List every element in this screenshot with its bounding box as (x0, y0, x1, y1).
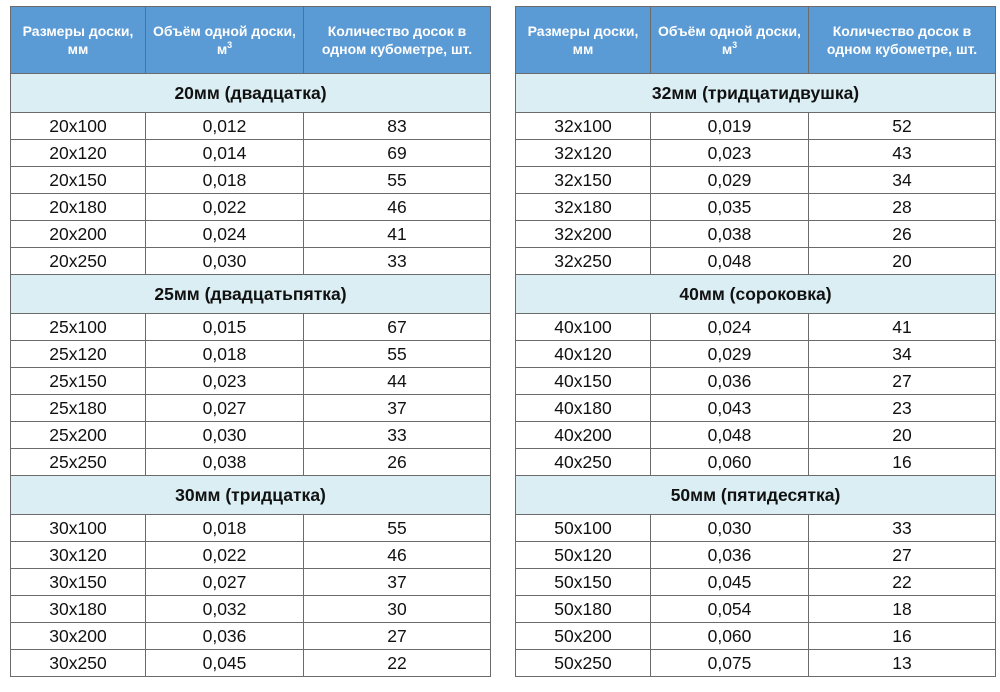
table-row (516, 368, 996, 395)
table-row (516, 167, 996, 194)
cell-volume: 0,043 (651, 395, 809, 422)
cell-size: 40х100 (516, 314, 651, 341)
cell-volume: 0,024 (146, 221, 304, 248)
cell-volume: 0,027 (146, 395, 304, 422)
cell-count: 33 (809, 515, 996, 542)
table-row (516, 650, 996, 677)
table-row (11, 194, 491, 221)
header-size: Размеры доски, мм (516, 7, 651, 74)
table-row (11, 113, 491, 140)
cell-volume: 0,045 (651, 569, 809, 596)
cell-count: 16 (809, 623, 996, 650)
section-title: 30мм (тридцатка) (11, 476, 491, 515)
table-row (11, 248, 491, 275)
cell-count: 52 (809, 113, 996, 140)
cell-volume: 0,029 (651, 167, 809, 194)
table-row (516, 449, 996, 476)
section-header-row (516, 74, 996, 113)
table-row (516, 140, 996, 167)
section-header-row (11, 275, 491, 314)
cell-size: 50х250 (516, 650, 651, 677)
table-row (516, 422, 996, 449)
table-row (516, 596, 996, 623)
header-count: Количество досок в одном кубометре, шт. (304, 7, 491, 74)
section-title: 25мм (двадцатьпятка) (11, 275, 491, 314)
cell-count: 33 (304, 422, 491, 449)
cell-volume: 0,045 (146, 650, 304, 677)
cell-count: 13 (809, 650, 996, 677)
cell-size: 20х150 (11, 167, 146, 194)
cell-count: 27 (304, 623, 491, 650)
cell-count: 28 (809, 194, 996, 221)
cell-volume: 0,030 (146, 248, 304, 275)
cell-count: 67 (304, 314, 491, 341)
cell-count: 41 (809, 314, 996, 341)
table-row (516, 395, 996, 422)
cell-volume: 0,022 (146, 542, 304, 569)
section-header-row (11, 74, 491, 113)
cell-size: 32х150 (516, 167, 651, 194)
cell-volume: 0,018 (146, 167, 304, 194)
cell-volume: 0,075 (651, 650, 809, 677)
cell-size: 32х120 (516, 140, 651, 167)
header-volume: Объём одной доски, $м^3$ (146, 7, 304, 74)
cell-size: 25х250 (11, 449, 146, 476)
header-row (11, 7, 491, 74)
cell-count: 37 (304, 395, 491, 422)
cell-count: 20 (809, 248, 996, 275)
cell-size: 20х250 (11, 248, 146, 275)
cell-count: 18 (809, 596, 996, 623)
table-row (516, 248, 996, 275)
cell-size: 20х120 (11, 140, 146, 167)
table-row (11, 395, 491, 422)
cell-count: 55 (304, 515, 491, 542)
table-row (516, 113, 996, 140)
table-row (516, 515, 996, 542)
cell-count: 22 (304, 650, 491, 677)
cell-size: 30х200 (11, 623, 146, 650)
cell-count: 69 (304, 140, 491, 167)
cell-volume: 0,022 (146, 194, 304, 221)
cell-count: 43 (809, 140, 996, 167)
cell-count: 27 (809, 368, 996, 395)
header-row (516, 7, 996, 74)
cell-volume: 0,015 (146, 314, 304, 341)
cell-size: 50х100 (516, 515, 651, 542)
right-table-body (516, 74, 996, 677)
table-row (516, 194, 996, 221)
cell-size: 40х120 (516, 341, 651, 368)
cell-volume: 0,029 (651, 341, 809, 368)
table-row (11, 167, 491, 194)
cell-count: 37 (304, 569, 491, 596)
cell-size: 25х100 (11, 314, 146, 341)
cell-size: 40х200 (516, 422, 651, 449)
cell-size: 50х200 (516, 623, 651, 650)
cell-volume: 0,036 (651, 542, 809, 569)
section-title: 40мм (сороковка) (516, 275, 996, 314)
cell-size: 25х200 (11, 422, 146, 449)
cell-volume: 0,023 (146, 368, 304, 395)
cell-volume: 0,035 (651, 194, 809, 221)
right-lumber-table (515, 6, 996, 677)
cell-size: 25х150 (11, 368, 146, 395)
cell-count: 55 (304, 167, 491, 194)
section-header-row (11, 476, 491, 515)
header-volume: Объём одной доски, $м^3$ (651, 7, 809, 74)
cell-volume: 0,048 (651, 248, 809, 275)
cell-count: 44 (304, 368, 491, 395)
table-row (516, 542, 996, 569)
section-title: 50мм (пятидесятка) (516, 476, 996, 515)
cell-volume: 0,024 (651, 314, 809, 341)
table-row (11, 623, 491, 650)
cell-volume: 0,018 (146, 515, 304, 542)
cell-size: 30х120 (11, 542, 146, 569)
left-table-body (11, 74, 491, 677)
table-row (11, 650, 491, 677)
cell-volume: 0,048 (651, 422, 809, 449)
cell-size: 40х180 (516, 395, 651, 422)
cell-size: 30х250 (11, 650, 146, 677)
table-row (11, 449, 491, 476)
cell-volume: 0,027 (146, 569, 304, 596)
cell-count: 41 (304, 221, 491, 248)
table-row (516, 569, 996, 596)
left-lumber-table (10, 6, 491, 677)
cell-count: 83 (304, 113, 491, 140)
table-row (11, 596, 491, 623)
cell-size: 25х120 (11, 341, 146, 368)
cell-size: 30х100 (11, 515, 146, 542)
cell-count: 46 (304, 542, 491, 569)
section-title: 32мм (тридцатидвушка) (516, 74, 996, 113)
table-row (11, 569, 491, 596)
cell-count: 34 (809, 341, 996, 368)
table-row (516, 314, 996, 341)
table-row (11, 542, 491, 569)
cell-size: 50х150 (516, 569, 651, 596)
cell-count: 30 (304, 596, 491, 623)
cell-size: 20х100 (11, 113, 146, 140)
header-size: Размеры доски, мм (11, 7, 146, 74)
cell-count: 26 (304, 449, 491, 476)
cell-size: 50х180 (516, 596, 651, 623)
cell-volume: 0,038 (651, 221, 809, 248)
cell-volume: 0,023 (651, 140, 809, 167)
cell-volume: 0,032 (146, 596, 304, 623)
cell-size: 32х250 (516, 248, 651, 275)
cell-volume: 0,038 (146, 449, 304, 476)
cell-count: 33 (304, 248, 491, 275)
table-row (516, 341, 996, 368)
section-title: 20мм (двадцатка) (11, 74, 491, 113)
cell-volume: 0,030 (651, 515, 809, 542)
cell-volume: 0,060 (651, 449, 809, 476)
table-row (11, 221, 491, 248)
section-header-row (516, 476, 996, 515)
cell-volume: 0,030 (146, 422, 304, 449)
cell-count: 26 (809, 221, 996, 248)
cell-size: 40х150 (516, 368, 651, 395)
cell-count: 27 (809, 542, 996, 569)
cell-size: 32х180 (516, 194, 651, 221)
cell-size: 32х100 (516, 113, 651, 140)
table-row (11, 422, 491, 449)
cell-size: 25х180 (11, 395, 146, 422)
table-row (11, 314, 491, 341)
cell-size: 32х200 (516, 221, 651, 248)
cell-count: 22 (809, 569, 996, 596)
cell-volume: 0,036 (651, 368, 809, 395)
table-row (11, 515, 491, 542)
table-row (11, 341, 491, 368)
cell-size: 30х150 (11, 569, 146, 596)
cell-count: 20 (809, 422, 996, 449)
cell-count: 55 (304, 341, 491, 368)
cell-count: 16 (809, 449, 996, 476)
header-count: Количество досок в одном кубометре, шт. (809, 7, 996, 74)
section-header-row (516, 275, 996, 314)
cell-count: 46 (304, 194, 491, 221)
cell-size: 20х180 (11, 194, 146, 221)
cell-volume: 0,060 (651, 623, 809, 650)
cell-volume: 0,036 (146, 623, 304, 650)
cell-size: 40х250 (516, 449, 651, 476)
cell-volume: 0,012 (146, 113, 304, 140)
table-row (11, 368, 491, 395)
table-row (11, 140, 491, 167)
cell-volume: 0,018 (146, 341, 304, 368)
cell-count: 34 (809, 167, 996, 194)
cell-volume: 0,014 (146, 140, 304, 167)
cell-volume: 0,054 (651, 596, 809, 623)
cell-count: 23 (809, 395, 996, 422)
table-row (516, 623, 996, 650)
cell-size: 50х120 (516, 542, 651, 569)
cell-size: 20х200 (11, 221, 146, 248)
cell-size: 30х180 (11, 596, 146, 623)
cell-volume: 0,019 (651, 113, 809, 140)
table-row (516, 221, 996, 248)
